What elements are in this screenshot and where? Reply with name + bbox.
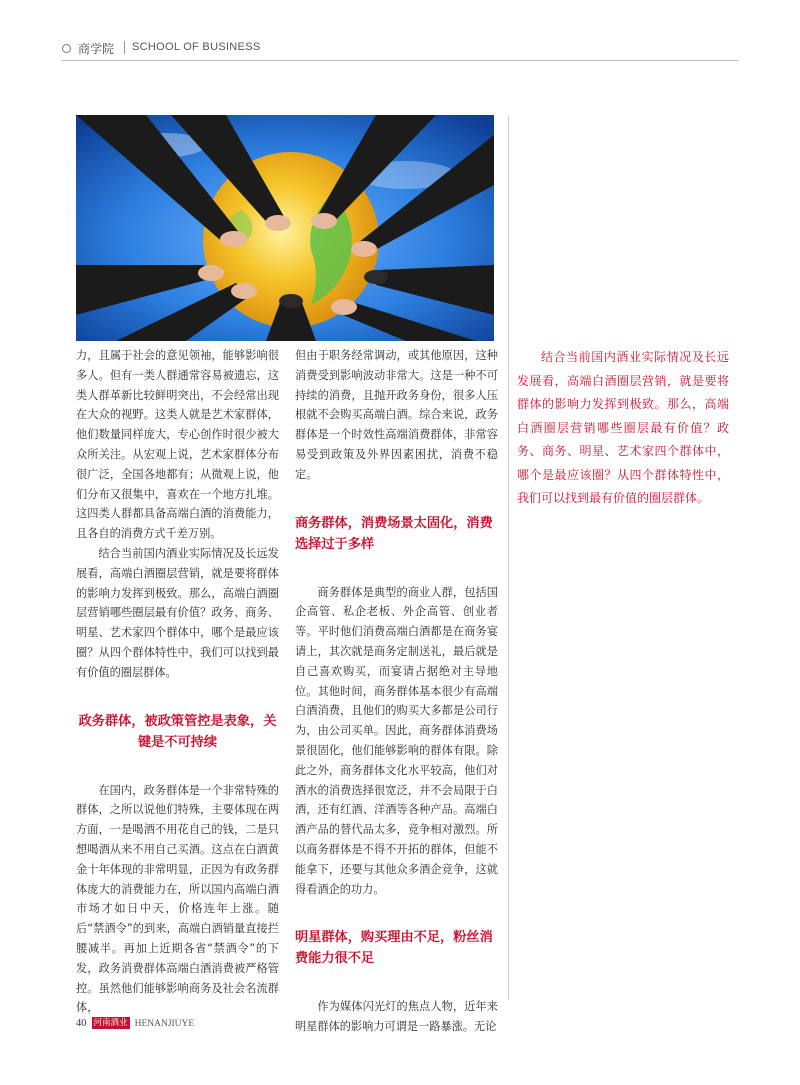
header-rule: [62, 60, 738, 61]
text-column-left: [76, 346, 279, 1018]
column-divider: [508, 115, 509, 1000]
header-separator: [124, 41, 125, 54]
paragraph: 结合当前国内酒业实际情况及长远发展看，高端白酒圈层营销，就是要将群体的影响力发挥到极致。那么，高端白酒圈层营销哪些圈层最有价值？政务、商务、明星、艺术家四个群体中，哪个是最应该圈？从四个群体特性中，我们可以找到最有价值的圈层群体。: [76, 546, 279, 679]
circle-icon: [62, 44, 71, 53]
section-heading: 明星群体，购买理由不足，粉丝消费能力很不足: [295, 930, 493, 967]
page-number: 40: [76, 1018, 87, 1029]
section-title-cn: 商学院: [78, 42, 115, 56]
page-header: [62, 40, 742, 60]
paragraph: 在国内，政务群体是一个非常特殊的群体，之所以说他们特殊，主要体现在两方面，一是喝酒不用花自己的钱，二是只想喝酒从来不用自己买酒。这点在白酒黄金十年体现的非常明显，正因为有政务群体庞大的消费能力在，所以国内高端白酒市场才如日中天，价格连年上涨。随后“禁酒令”的到来，高端白酒销量直接拦腰减半。再加上近期各省“禁酒令”的下发，政务消费群体高端白酒消费被严格管控。虽然他们能够影响商务及社会名流群体，: [76, 783, 279, 1015]
pull-quote: [517, 346, 729, 511]
photo-illustration: [76, 115, 494, 341]
paragraph: 但由于职务经常调动，或其他原因，这种消费受到影响波动非常大。这是一种不可持续的消费，且抛开政务身份，很多人压根就不会购买高端白酒。综合来说，政务群体是一个时效性高端消费群体，非常容易受到政策及外界因素困扰，消费不稳定。: [295, 349, 498, 481]
magazine-name-en: HENANJIUYE: [134, 1019, 195, 1029]
section-title-en: SCHOOL OF BUSINESS: [132, 41, 261, 53]
pull-quote-text: 结合当前国内酒业实际情况及长远发展看，高端白酒圈层营销，就是要将群体的影响力发挥到极致。那么，高端白酒圈层营销哪些圈层最有价值？政务、商务、明星、艺术家四个群体中，哪个是最应该圈？从四个群体特性中，我们可以找到最有价值的圈层群体。: [517, 350, 729, 505]
text-column-right: [295, 346, 498, 1037]
paragraph: 商务群体是典型的商业人群，包括国企高管、私企老板、外企高管、创业者等。平时他们消费高端白酒都是在商务宴请上，其次就是商务定制送礼，最后就是自己喜欢购买，而宴请占据绝对主导地位。其他时间，商务群体基本很少有高端白酒消费，且他们的购买大多都是公司行为，由公司买单。因此，商务群体消费场景很固化，他们能够影响的群体有限。除此之外，商务群体文化水平较高，他们对酒水的消费选择很宽泛，并不会局限于白酒，还有红酒、洋酒等各种产品。高端白酒产品的替代品太多，竞争相对激烈。所以商务群体是不得不开拓的群体，但能不能拿下，还要与其他众多酒企竞争，这就得看酒企的功力。: [295, 585, 498, 896]
hands-on-globe-photo: [76, 115, 494, 341]
section-heading: 商务群体，消费场景太固化，消费选择过于多样: [295, 515, 493, 552]
section-heading: 政务群体，被政策管控是表象，关键是不可持续: [78, 713, 277, 750]
paragraph: 作为媒体闪光灯的焦点人物，近年来明星群体的影响力可谓是一路暴涨。无论: [295, 1000, 498, 1034]
paragraph: 力，且属于社会的意见领袖，能够影响很多人。但有一类人群通常容易被遗忘，这类人群革新比较鲜明突出，不会经常出现在大众的视野。这类人就是艺术家群体，他们数量同样庞大，专心创作时很少被大众所关注。从宏观上说，艺术家群体分布很广泛，全国各地都有；从微观上说，他们分布又很集中，喜欢在一个地方扎堆。这四类人群都具备高端白酒的消费能力，且各自的消费方式千差万别。: [76, 349, 279, 541]
page-footer: [76, 1017, 194, 1031]
magazine-name-cn: 河南酒业: [93, 1018, 128, 1028]
